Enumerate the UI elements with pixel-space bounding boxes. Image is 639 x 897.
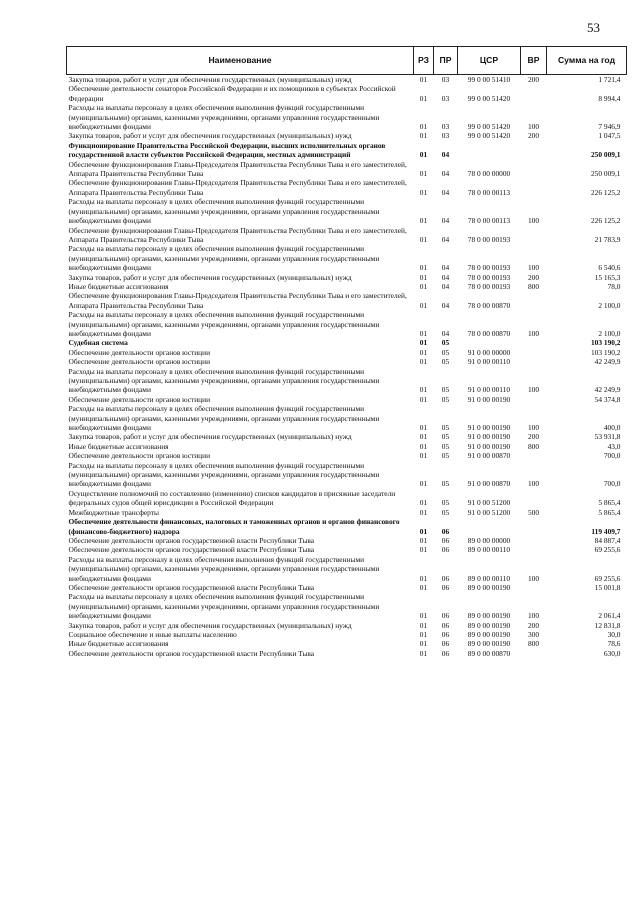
row-csr: 91 0 00 51200	[467, 498, 511, 508]
row-sum: 78,6	[607, 639, 621, 649]
row-name: Иные бюджетные ассигнования	[68, 281, 169, 291]
row-pr: 04	[441, 169, 450, 179]
row-pr: 04	[441, 263, 450, 273]
row-name: Расходы на выплаты персоналу в целях обеспечения выполнения функций государственными (муниципальными) органами, казенными учреждениями, органами управления государственными внебюджетными фондами	[68, 197, 380, 226]
row-vr: 300	[527, 629, 540, 639]
table-body	[67, 75, 627, 659]
row-pr: 05	[441, 479, 450, 489]
row-rz: 01	[419, 648, 428, 658]
row-csr: 91 0 00 00110	[467, 385, 511, 395]
row-pr: 05	[441, 441, 450, 451]
row-name: Закупка товаров, работ и услуг для обеспечения государственных (муниципальных) нужд	[68, 75, 352, 84]
row-rz: 01	[419, 526, 428, 536]
table-row	[67, 442, 627, 451]
row-csr: 91 0 00 00190	[467, 441, 511, 451]
row-vr: 100	[527, 611, 540, 621]
row-vr	[521, 338, 547, 347]
header-pr: ПР	[434, 47, 458, 75]
row-csr: 99 0 00 51420	[467, 122, 511, 132]
row-sum: 15 165,3	[594, 272, 621, 282]
row-name: Закупка товаров, работ и услуг для обеспечения государственных (муниципальных) нужд	[68, 432, 352, 442]
row-name: Расходы на выплаты персоналу в целях обеспечения выполнения функций государственными (муниципальными) органами, казенными учреждениями, органами управления государственными внебюджетными фондами	[68, 244, 380, 273]
row-csr: 78 0 00 00113	[467, 216, 511, 226]
row-sum: 700,0	[603, 479, 621, 489]
row-pr: 04	[441, 300, 450, 310]
row-pr: 04	[441, 272, 450, 282]
header-csr: ЦСР	[458, 47, 521, 75]
row-sum: 2 061,4	[598, 611, 621, 621]
row-sum: 103 190,2	[590, 347, 621, 357]
row-csr: 78 0 00 00000	[467, 169, 511, 179]
row-rz: 01	[419, 629, 428, 639]
row-name: Осуществление полномочий по составлению (изменению) списков кандидатов в присяжные заседатели федеральных судов общей юрисдикции в Российской Федерации	[68, 488, 396, 508]
row-vr: 100	[527, 423, 540, 433]
row-sum: 78,0	[607, 281, 621, 291]
table-row	[67, 178, 627, 197]
row-csr: 89 0 00 00870	[467, 648, 511, 658]
table-row	[67, 621, 627, 630]
row-name: Обеспечение деятельности органов государственной власти Республики Тыва	[68, 648, 315, 658]
row-vr: 100	[527, 385, 540, 395]
row-rz: 01	[419, 93, 428, 103]
row-rz: 01	[419, 187, 428, 197]
row-rz: 01	[419, 432, 428, 442]
table-row	[67, 348, 627, 357]
row-sum: 7 946,9	[598, 122, 621, 132]
row-csr	[458, 338, 521, 347]
row-sum: 69 255,6	[594, 573, 621, 583]
table-row	[67, 508, 627, 517]
row-rz: 01	[419, 451, 428, 461]
table-row	[67, 141, 627, 160]
row-name: Обеспечение деятельности органов юстиции	[68, 394, 211, 404]
row-name: Обеспечение деятельности финансовых, налоговых и таможенных органов и органов финансового (финансово-бюджетного) надзора	[68, 517, 400, 536]
row-pr: 06	[441, 629, 450, 639]
row-csr: 91 0 00 00190	[467, 423, 511, 433]
row-csr: 99 0 00 51420	[467, 93, 511, 103]
table-row	[67, 131, 627, 140]
row-pr: 06	[441, 535, 450, 545]
row-sum: 84 887,4	[594, 535, 621, 545]
table-row	[67, 461, 627, 489]
row-csr: 78 0 00 00870	[467, 328, 511, 338]
row-pr: 05	[441, 451, 450, 461]
row-name: Обеспечение функционирования Главы-Председателя Правительства Республики Тыва и его заместителей, Аппарата Правительства Республики Тыва	[68, 159, 407, 179]
table-row	[67, 583, 627, 592]
row-vr: 200	[527, 131, 540, 141]
header-name: Наименование	[67, 47, 414, 75]
row-name: Обеспечение деятельности органов государственной власти Республики Тыва	[68, 545, 315, 555]
row-sum: 8 994,4	[598, 93, 621, 103]
row-sum: 5 865,4	[598, 498, 621, 508]
row-pr: 05	[441, 498, 450, 508]
row-pr: 06	[441, 648, 450, 658]
row-sum: 700,0	[603, 451, 621, 461]
row-vr	[521, 489, 547, 508]
row-rz: 01	[419, 423, 428, 433]
row-rz: 01	[419, 498, 428, 508]
row-name: Закупка товаров, работ и услуг для обеспечения государственных (муниципальных) нужд	[68, 620, 352, 630]
row-csr: 91 0 00 00190	[467, 432, 511, 442]
row-name: Расходы на выплаты персоналу в целях обеспечения выполнения функций государственными (муниципальными) органами, казенными учреждениями, органами управления государственными внебюджетными фондами	[68, 592, 380, 621]
row-csr: 99 0 00 51420	[467, 131, 511, 141]
row-sum: 1 047,5	[598, 131, 621, 141]
row-csr	[458, 141, 521, 160]
header-rz: РЗ	[414, 47, 434, 75]
row-sum: 5 865,4	[598, 507, 621, 517]
table-row	[67, 555, 627, 583]
row-rz: 01	[419, 75, 428, 84]
row-sum: 54 374,8	[594, 394, 621, 404]
table-row	[67, 338, 627, 347]
row-rz: 01	[419, 394, 428, 404]
row-vr	[521, 395, 547, 404]
row-csr: 78 0 00 00193	[467, 234, 511, 244]
row-pr: 05	[441, 338, 450, 348]
row-pr: 05	[441, 385, 450, 395]
row-pr: 03	[441, 75, 450, 84]
row-sum: 2 100,0	[598, 328, 621, 338]
row-name: Расходы на выплаты персоналу в целях обеспечения выполнения функций государственными (муниципальными) органами, казенными учреждениями, органами управления государственными внебюджетными фондами	[68, 554, 380, 583]
row-pr: 04	[441, 328, 450, 338]
table-row	[67, 489, 627, 508]
row-vr: 200	[527, 432, 540, 442]
row-name: Обеспечение деятельности органов юстиции	[68, 357, 211, 367]
row-name: Функционирование Правительства Российской Федерации, высших исполнительных органов государственной власти субъектов Российской Федерации, местных администраций	[68, 140, 386, 160]
row-pr: 04	[441, 234, 450, 244]
row-vr: 200	[527, 272, 540, 282]
row-rz: 01	[419, 328, 428, 338]
row-name: Расходы на выплаты персоналу в целях обеспечения выполнения функций государственными (муниципальными) органами, казенными учреждениями, органами управления государственными внебюджетными фондами	[68, 460, 380, 489]
row-pr: 05	[441, 347, 450, 357]
row-sum: 15 001,8	[594, 582, 621, 592]
row-vr	[521, 178, 547, 197]
row-pr: 04	[441, 281, 450, 291]
row-vr: 500	[527, 507, 540, 517]
row-pr: 03	[441, 122, 450, 132]
row-vr: 100	[527, 216, 540, 226]
row-pr: 04	[441, 187, 450, 197]
row-rz: 01	[419, 582, 428, 592]
row-rz: 01	[419, 385, 428, 395]
row-name: Иные бюджетные ассигнования	[68, 441, 169, 451]
row-sum: 42 249,9	[594, 385, 621, 395]
table-row	[67, 226, 627, 245]
row-name: Обеспечение функционирования Главы-Председателя Правительства Республики Тыва и его заместителей, Аппарата Правительства Республики Тыва	[68, 225, 407, 244]
row-name: Иные бюджетные ассигнования	[68, 639, 169, 649]
row-vr: 200	[527, 620, 540, 630]
row-csr: 91 0 00 00870	[467, 451, 511, 461]
table-header-row	[67, 47, 627, 75]
row-sum: 103 190,2	[590, 338, 621, 348]
row-pr: 06	[441, 620, 450, 630]
row-pr: 05	[441, 423, 450, 433]
row-rz: 01	[419, 234, 428, 244]
row-vr	[521, 649, 547, 658]
row-rz: 01	[419, 300, 428, 310]
row-pr: 05	[441, 432, 450, 442]
row-sum: 12 831,8	[594, 620, 621, 630]
row-vr	[521, 536, 547, 545]
row-csr: 89 0 00 00190	[467, 620, 511, 630]
row-pr: 03	[441, 93, 450, 103]
table-row	[67, 160, 627, 179]
table-row	[67, 84, 627, 103]
row-csr: 91 0 00 00870	[467, 479, 511, 489]
table-row	[67, 103, 627, 131]
row-sum: 42 249,9	[594, 357, 621, 367]
row-sum: 43,0	[607, 441, 621, 451]
header-sum: Сумма на год	[547, 47, 627, 75]
row-vr: 800	[527, 639, 540, 649]
row-vr	[521, 357, 547, 366]
row-rz: 01	[419, 535, 428, 545]
table-row	[67, 244, 627, 272]
row-pr: 05	[441, 507, 450, 517]
row-name: Расходы на выплаты персоналу в целях обеспечения выполнения функций государственными (муниципальными) органами, казенными учреждениями, органами управления государственными внебюджетными фондами	[68, 103, 380, 132]
row-pr: 06	[441, 611, 450, 621]
row-name: Обеспечение деятельности сенаторов Российской Федерации и их помощников в субъектах Российской Федерации	[68, 84, 396, 103]
row-vr	[521, 451, 547, 460]
row-name: Закупка товаров, работ и услуг для обеспечения государственных (муниципальных) нужд	[68, 272, 352, 282]
row-vr	[521, 84, 547, 103]
row-csr: 89 0 00 00110	[467, 545, 511, 555]
row-csr: 89 0 00 00190	[467, 639, 511, 649]
table-row	[67, 310, 627, 338]
row-rz: 01	[419, 620, 428, 630]
table-row	[67, 404, 627, 432]
row-csr: 91 0 00 00000	[467, 347, 511, 357]
row-rz: 01	[419, 573, 428, 583]
table-row	[67, 291, 627, 310]
row-rz: 01	[419, 347, 428, 357]
row-csr: 89 0 00 00190	[467, 611, 511, 621]
row-pr: 04	[441, 216, 450, 226]
table-row	[67, 197, 627, 225]
row-rz: 01	[419, 131, 428, 141]
row-pr: 03	[441, 131, 450, 141]
row-csr: 78 0 00 00870	[467, 300, 511, 310]
row-rz: 01	[419, 122, 428, 132]
row-sum: 6 540,6	[598, 263, 621, 273]
row-pr: 06	[441, 573, 450, 583]
row-rz: 01	[419, 611, 428, 621]
row-rz: 01	[419, 639, 428, 649]
row-sum: 69 255,6	[594, 545, 621, 555]
table-row	[67, 592, 627, 620]
row-vr: 800	[527, 281, 540, 291]
row-vr	[521, 545, 547, 554]
row-vr: 100	[527, 479, 540, 489]
row-name: Обеспечение функционирования Главы-Председателя Правительства Республики Тыва и его заместителей, Аппарата Правительства Республики Тыва	[68, 291, 407, 310]
row-sum: 119 409,7	[591, 526, 621, 536]
row-vr	[521, 583, 547, 592]
table-row	[67, 649, 627, 658]
row-name: Обеспечение деятельности органов государственной власти Республики Тыва	[68, 582, 315, 592]
row-sum: 2 100,0	[598, 300, 621, 310]
row-vr	[521, 226, 547, 245]
row-name: Закупка товаров, работ и услуг для обеспечения государственных (муниципальных) нужд	[68, 131, 352, 141]
row-name: Обеспечение деятельности органов юстиции	[68, 451, 211, 461]
row-sum: 226 125,2	[590, 187, 621, 197]
row-rz: 01	[419, 338, 428, 348]
row-vr	[521, 160, 547, 179]
row-csr: 78 0 00 00193	[467, 281, 511, 291]
table-row	[67, 367, 627, 395]
row-name: Расходы на выплаты персоналу в целях обеспечения выполнения функций государственными (муниципальными) органами, казенными учреждениями, органами управления государственными внебюджетными фондами	[68, 404, 380, 433]
row-vr: 800	[527, 441, 540, 451]
row-sum: 1 721,4	[598, 75, 621, 84]
row-sum: 21 783,9	[594, 234, 621, 244]
row-vr: 100	[527, 263, 540, 273]
row-name: Расходы на выплаты персоналу в целях обеспечения выполнения функций государственными (муниципальными) органами, казенными учреждениями, органами управления государственными внебюджетными фондами	[68, 310, 380, 338]
row-rz: 01	[419, 263, 428, 273]
row-vr: 200	[527, 75, 540, 84]
row-csr: 91 0 00 51200	[467, 507, 511, 517]
table-row	[67, 517, 627, 536]
row-csr: 89 0 00 00000	[467, 535, 511, 545]
row-csr: 91 0 00 00190	[467, 394, 511, 404]
row-rz: 01	[419, 150, 428, 160]
row-csr	[458, 517, 521, 536]
row-name: Обеспечение деятельности органов юстиции	[68, 347, 211, 357]
row-name: Межбюджетные трансферты	[68, 507, 159, 517]
row-csr: 89 0 00 00190	[467, 629, 511, 639]
row-csr: 78 0 00 00193	[467, 263, 511, 273]
row-csr: 89 0 00 00190	[467, 582, 511, 592]
table-row	[67, 395, 627, 404]
row-sum: 400,0	[603, 423, 621, 433]
row-rz: 01	[419, 479, 428, 489]
row-rz: 01	[419, 272, 428, 282]
table-row	[67, 432, 627, 441]
table-row	[67, 545, 627, 554]
table-row	[67, 273, 627, 282]
row-rz: 01	[419, 357, 428, 367]
table-row	[67, 630, 627, 639]
row-csr: 99 0 00 51410	[467, 75, 511, 84]
row-rz: 01	[419, 169, 428, 179]
row-pr: 06	[441, 545, 450, 555]
row-sum: 250 009,1	[590, 169, 621, 179]
row-csr: 78 0 00 00113	[467, 187, 511, 197]
row-csr: 89 0 00 00110	[467, 573, 511, 583]
budget-table	[66, 46, 627, 658]
table-row	[67, 357, 627, 366]
row-pr: 06	[441, 526, 450, 536]
row-sum: 53 931,8	[594, 432, 621, 442]
row-vr: 100	[527, 573, 540, 583]
row-rz: 01	[419, 281, 428, 291]
table-row	[67, 639, 627, 648]
row-rz: 01	[419, 441, 428, 451]
row-name: Судебная система	[68, 338, 128, 348]
row-sum: 250 009,1	[590, 150, 621, 160]
row-vr	[521, 141, 547, 160]
row-name: Обеспечение функционирования Главы-Председателя Правительства Республики Тыва и его заместителей, Аппарата Правительства Республики Тыва	[68, 178, 407, 197]
row-pr: 05	[441, 357, 450, 367]
row-sum: 226 125,2	[590, 216, 621, 226]
table-row	[67, 75, 627, 85]
row-pr: 06	[441, 639, 450, 649]
table-row	[67, 536, 627, 545]
row-csr: 91 0 00 00110	[467, 357, 511, 367]
row-rz: 01	[419, 507, 428, 517]
row-vr	[521, 348, 547, 357]
table-row	[67, 282, 627, 291]
row-rz: 01	[419, 545, 428, 555]
header-vr: ВР	[521, 47, 547, 75]
row-name: Социальное обеспечение и иные выплаты населению	[68, 629, 237, 639]
row-vr	[521, 291, 547, 310]
table-row	[67, 451, 627, 460]
row-vr: 100	[527, 328, 540, 338]
row-sum: 630,0	[603, 648, 621, 658]
row-vr	[521, 517, 547, 536]
row-pr: 04	[441, 150, 450, 160]
row-sum: 30,0	[607, 629, 621, 639]
page-number: 53	[587, 20, 600, 35]
row-name: Расходы на выплаты персоналу в целях обеспечения выполнения функций государственными (муниципальными) органами, казенными учреждениями, органами управления государственными внебюджетными фондами	[68, 366, 380, 395]
row-csr: 78 0 00 00193	[467, 272, 511, 282]
row-vr: 100	[527, 122, 540, 132]
row-pr: 05	[441, 394, 450, 404]
row-name: Обеспечение деятельности органов государственной власти Республики Тыва	[68, 535, 315, 545]
row-rz: 01	[419, 216, 428, 226]
row-pr: 06	[441, 582, 450, 592]
